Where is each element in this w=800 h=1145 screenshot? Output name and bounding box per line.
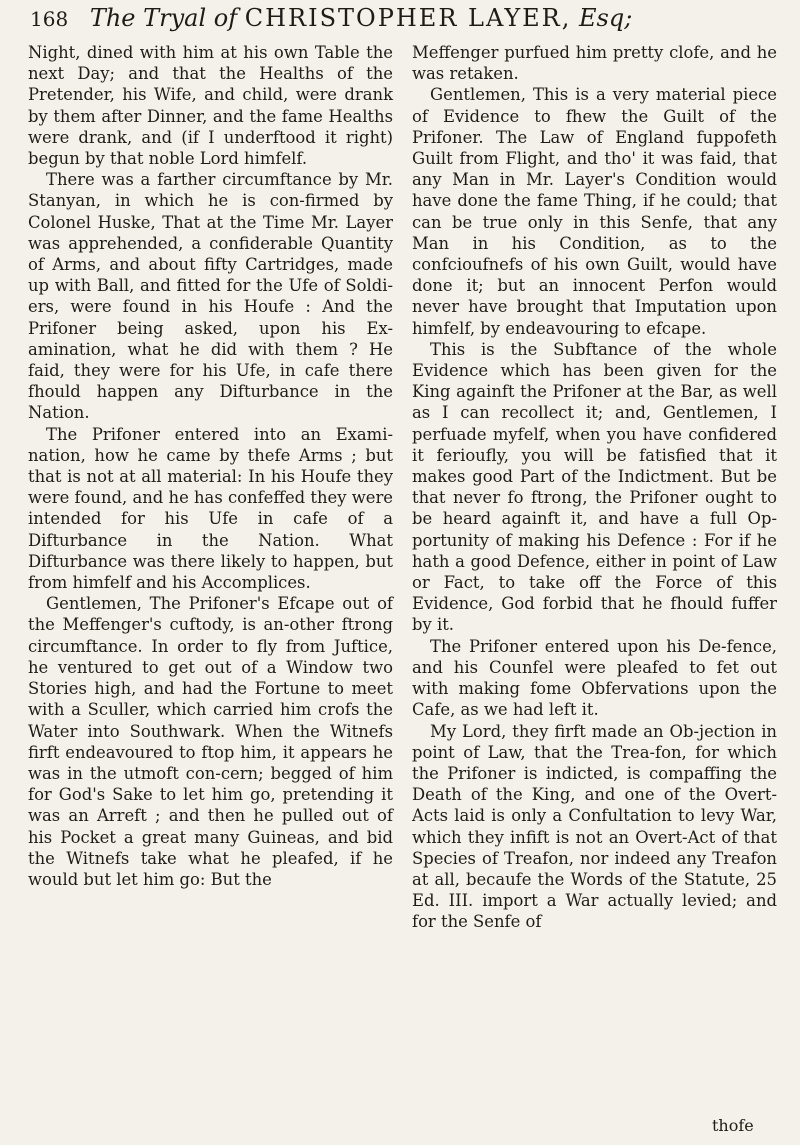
- paragraph: Gentlemen, The Prifoner's Efcape out of the Meffenger's cuftody, is an-other ftrong circumftance. In order to fly from Juftice, he ventured to get out of a Window two Stories high, and had the Fortune to meet with a Sculler, which carried him crofs the Water into Southwark. When the Witnefs firft endeavoured to ftop him, it appears he was in the utmoft con-cern; begged of him for God's Sake to let him go, pretending it was an Arreft ; and then he pulled out of his Pocket a great many Guineas, and bid the Witnefs take what he pleafed, if he would but let him go: But the: [28, 594, 393, 889]
- page-number: 168: [30, 7, 69, 31]
- header-title-italic: The Tryal of: [89, 4, 238, 32]
- paragraph: There was a farther circumftance by Mr. Stanyan, in which he is con-firmed by Colonel Huske, That at the Time Mr. Layer was apprehended, a confiderable Quantity of Arms, and about fifty Cartridges, made up with Ball, and fitted for the Ufe of Soldi-ers, were found in his Houfe : And the Prifoner being asked, upon his Ex-amination, what he did with them ? He faid, they were for his Ufe, in cafe there fhould happen any Difturbance in the Nation.: [28, 170, 393, 423]
- right-column: [412, 42, 777, 933]
- paragraph: The Prifoner entered upon his De-fence, and his Counfel were pleafed to fet out with making fome Obfervations upon the Cafe, as we had left it.: [412, 636, 777, 720]
- header-title-caps: CHRISTOPHER LAYER,: [244, 4, 572, 32]
- running-header: [30, 0, 790, 36]
- catchword: thofe: [712, 1116, 754, 1135]
- paragraph: Gentlemen, This is a very material piece of Evidence to fhew the Guilt of the Prifoner. The Law of England fuppofeth Guilt from Flight, and tho' it was faid, that any Man in Mr. Layer's Condition would have done the fame Thing, if he could; that can be true only in this Senfe, that any Man in his Condition, as to the confcioufnefs of his own Guilt, would have done it; but an innocent Perfon would never have brought that Imputation upon himfelf, by endeavouring to efcape.: [412, 85, 777, 338]
- left-column: [28, 42, 393, 890]
- paragraph: This is the Subftance of the whole Evidence which has been given for the King againft the Prifoner at the Bar, as well as I can recollect it; and, Gentlemen, I perfuade myfelf, when you have confidered it ferioufly, you will be fatisfied that it makes good Part of the Indictment. But be that never fo ftrong, the Prifoner ought to be heard againft it, and have a full Op-portunity of making his Defence : For if he hath a good Defence, either in point of Law or Fact, to take off the Force of this Evidence, God forbid that he fhould fuffer by it.: [412, 339, 777, 635]
- paragraph: My Lord, they firft made an Ob-jection in point of Law, that the Trea-fon, for which the Prifoner is indicted, is compaffing the Death of the King, and one of the Overt-Acts laid is only a Confultation to levy War, which they infift is not an Overt-Act of that Species of Treafon, nor indeed any Treafon at all, becaufe the Words of the Statute, 25 Ed. III. import a War actually levied; and for the Senfe of: [412, 721, 777, 932]
- paragraph: Night, dined with him at his own Table the next Day; and that the Healths of the Pretender, his Wife, and child, were drank by them after Dinner, and the fame Healths were drank, and (if I underftood it right) begun by that noble Lord himfelf.: [28, 43, 393, 169]
- paragraph: The Prifoner entered into an Exami-nation, how he came by thefe Arms ; but that is not at all material: In his Houfe they were found, and he has confeffed they were intended for his Ufe in cafe of a Difturbance in the Nation. What Difturbance was there likely to happen, but from himfelf and his Accomplices.: [28, 424, 393, 593]
- header-title-suffix: Esq;: [579, 4, 633, 32]
- paragraph: Meffenger purfued him pretty clofe, and he was retaken.: [412, 43, 777, 84]
